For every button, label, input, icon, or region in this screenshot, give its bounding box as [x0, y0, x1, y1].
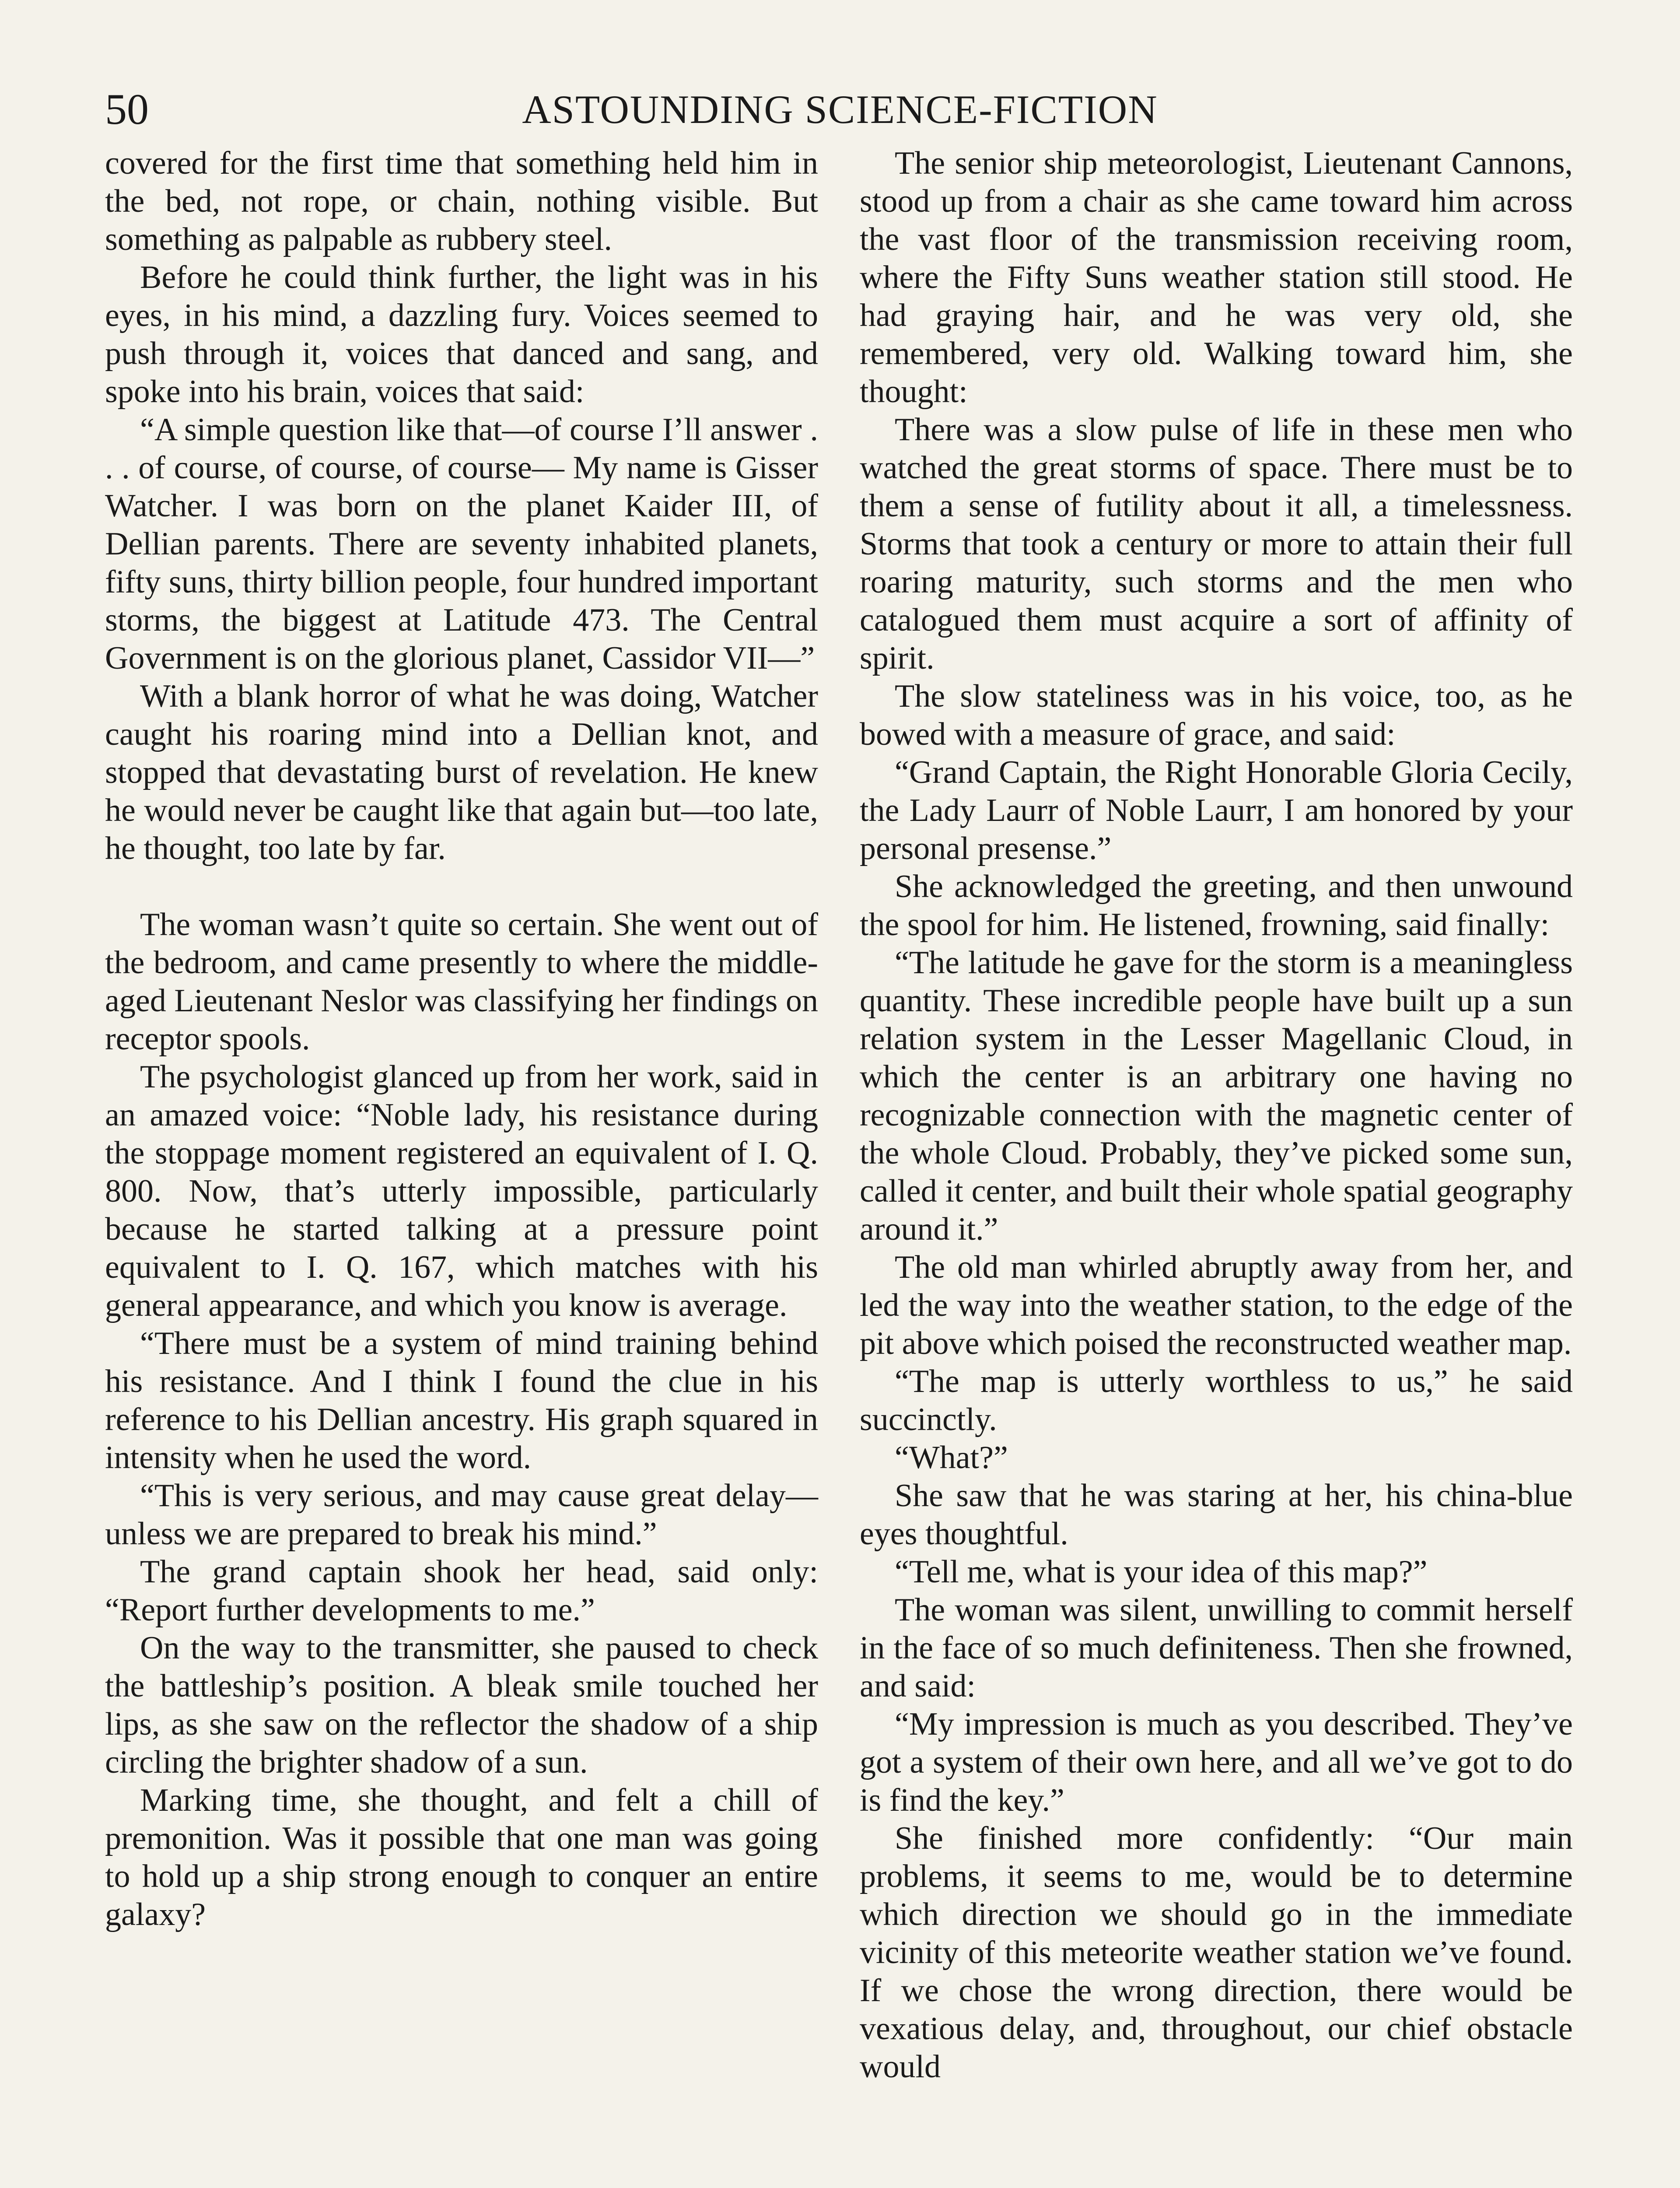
- paragraph: On the way to the transmitter, she paused to check the battleship’s position. A bleak smile touched her lips, as she saw on the reflector the shadow of a ship circling the brighter shadow of a sun.: [105, 1630, 818, 1780]
- paragraph: “There must be a system of mind training behind his resistance. And I think I found the clue in his reference to his Dellian ancestry. His graph squared in intensity when he used the word.: [105, 1325, 818, 1476]
- paragraph: The woman wasn’t quite so certain. She went out of the bedroom, and came presently to where the middle-aged Lieutenant Neslor was classifying her findings on receptor spools.: [105, 907, 818, 1057]
- paragraph: The old man whirled abruptly away from her, and led the way into the weather station, to the edge of the pit above which poised the reconstructed weather map.: [860, 1249, 1573, 1361]
- paragraph: With a blank horror of what he was doing, Watcher caught his roaring mind into a Dellian knot, and stopped that devastating burst of revelation. He knew he would never be caught like that again but—too late, he thought, too late by far.: [105, 678, 818, 866]
- right-text-column: [860, 144, 1573, 2086]
- paragraph: The psychologist glanced up from her work, said in an amazed voice: “Noble lady, his resistance during the stoppage moment registered an equivalent of I. Q. 800. Now, that’s utterly impossible, particularly because he started talking at a pressure point equivalent to I. Q. 167, which matches with his general appearance, and which you know is average.: [105, 1059, 818, 1323]
- paragraph: There was a slow pulse of life in these men who watched the great storms of space. There must be to them a sense of futility about it all, a timelessness. Storms that took a century or more to attain their full roaring maturity, such storms and the men who catalogued them must acquire a sort of affinity of spirit.: [860, 412, 1573, 676]
- paragraph: “My impression is much as you described. They’ve got a system of their own here, and all we’ve got to do is find the key.”: [860, 1706, 1573, 1818]
- paragraph: The senior ship meteorologist, Lieutenant Cannons, stood up from a chair as she came toward him across the vast floor of the transmission receiving room, where the Fifty Suns weather station still stood. He had graying hair, and he was very old, she remembered, very old. Walking toward him, she thought:: [860, 145, 1573, 410]
- paragraph: “This is very serious, and may cause great delay—unless we are prepared to break his mind.”: [105, 1478, 818, 1552]
- paragraph: “A simple question like that—of course I’ll answer . . . of course, of course, of course— My name is Gisser Watcher. I was born on the planet Kaider III, of Dellian parents. There are seventy inhabited planets, fifty suns, thirty billion people, four hundred important storms, the biggest at Latitude 473. The Central Government is on the glorious planet, Cassidor VII—”: [105, 412, 818, 676]
- running-title: ASTOUNDING SCIENCE-FICTION: [522, 87, 1158, 132]
- paragraph: Before he could think further, the light was in his eyes, in his mind, a dazzling fury. Voices seemed to push through it, voices that danced and sang, and spoke into his brain, voices that said:: [105, 259, 818, 410]
- paragraph: “The latitude he gave for the storm is a meaningless quantity. These incredible people have built up a sun relation system in the Lesser Magellanic Cloud, in which the center is an arbitrary one having no recognizable connection with the magnetic center of the whole Cloud. Probably, they’ve picked some sun, called it center, and built their whole spatial geography around it.”: [860, 945, 1573, 1247]
- paragraph: The grand captain shook her head, said only: “Report further developments to me.”: [105, 1554, 818, 1628]
- paragraph: The woman was silent, unwilling to commit herself in the face of so much definiteness. Then she frowned, and said:: [860, 1592, 1573, 1704]
- paragraph: covered for the first time that something held him in the bed, not rope, or chain, nothing visible. But something as palpable as rubbery steel.: [105, 145, 818, 257]
- paragraph: “Grand Captain, the Right Honorable Gloria Cecily, the Lady Laurr of Noble Laurr, I am honored by your personal presense.”: [860, 754, 1573, 866]
- page-number: 50: [105, 85, 149, 133]
- paragraph: She saw that he was staring at her, his china-blue eyes thoughtful.: [860, 1478, 1573, 1552]
- paragraph: “Tell me, what is your idea of this map?”: [895, 1554, 1428, 1590]
- paragraph: The slow stateliness was in his voice, too, as he bowed with a measure of grace, and said:: [860, 678, 1573, 752]
- paragraph: Marking time, she thought, and felt a chill of premonition. Was it possible that one man was going to hold up a ship strong enough to conquer an entire galaxy?: [105, 1782, 818, 1932]
- page-header: [105, 74, 1575, 144]
- paragraph: “What?”: [895, 1440, 1008, 1476]
- left-text-column: [105, 144, 818, 1934]
- paragraph: She finished more confidently: “Our main problems, it seems to me, would be to determine which direction we should go in the immediate vicinity of this meteorite weather station we’ve found. If we chose the wrong direction, there would be vexatious delay, and, throughout, our chief obstacle would: [860, 1820, 1573, 2085]
- paragraph: She acknowledged the greeting, and then unwound the spool for him. He listened, frowning, said finally:: [860, 869, 1573, 943]
- paragraph: “The map is utterly worthless to us,” he said succinctly.: [860, 1364, 1573, 1438]
